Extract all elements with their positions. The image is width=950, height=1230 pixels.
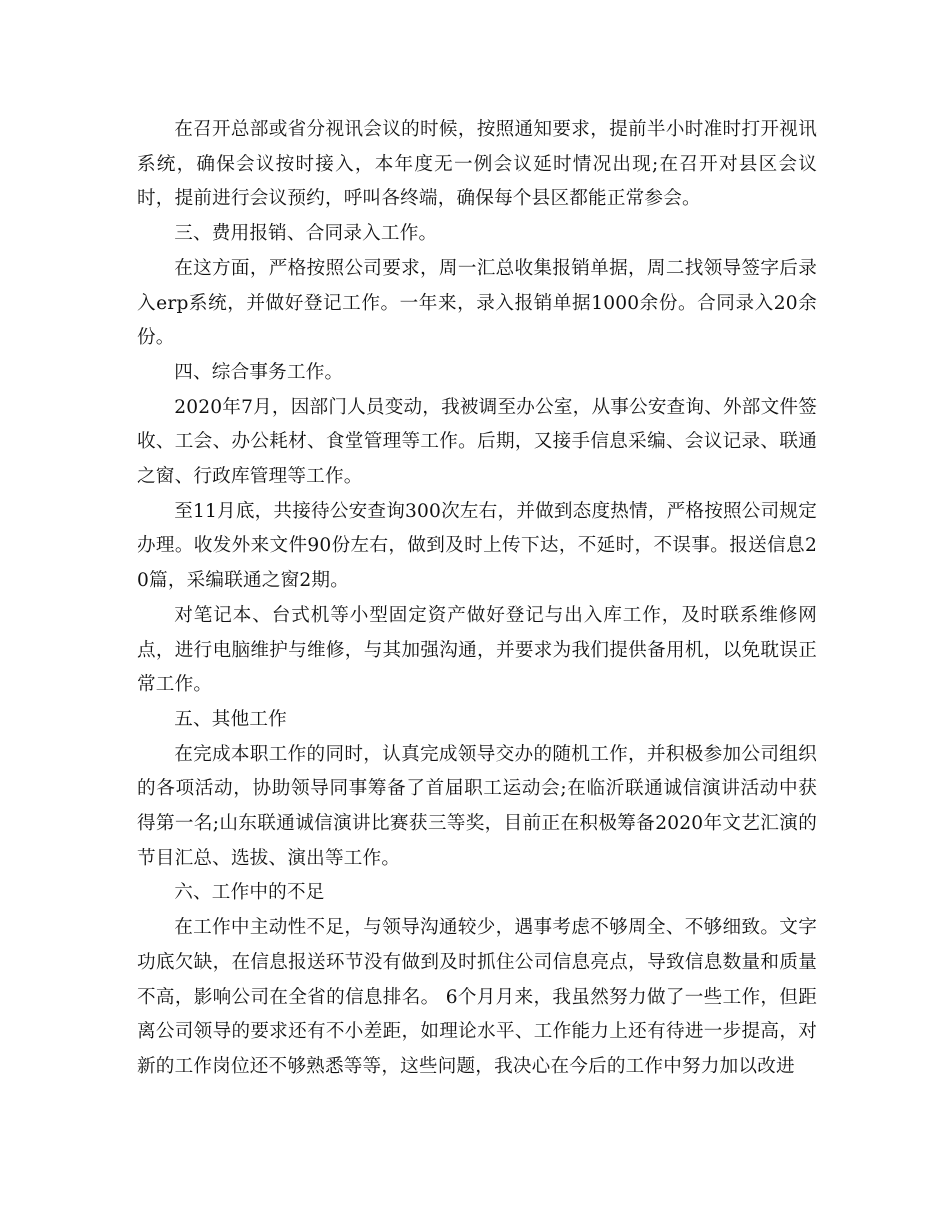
section-heading-other-work: 五、其他工作: [174, 708, 287, 730]
paragraph-other-work: 在完成本职工作的同时，认真完成领导交办的随机工作，并积极参加公司组织的各项活动，协助领导同事筹备了首届职工运动会;在临沂联通诚信演讲活动中获得第一名;山东联通诚信演讲比赛获三等奖，目前正在积极筹备2020年文艺汇演的节目汇总、选拔、演出等工作。: [137, 743, 817, 869]
paragraph-general-affairs-stats: 至11月底，共接待公安查询300次左右，并做到态度热情，严格按照公司规定办理。收发外来文件90份左右，做到及时上传下达，不延时，不误事。报送信息20篇，采编联通之窗2期。: [137, 500, 817, 592]
paragraph-shortcomings: 在工作中主动性不足，与领导沟通较少，遇事考虑不够周全、不够细致。文字功底欠缺，在信息报送环节没有做到及时抓住公司信息亮点，导致信息数量和质量不高，影响公司在全省的信息排名。 6个月月来，我虽然努力做了一些工作，但距离公司领导的要求还有不小差距，如理论水平、工作能力上还有待进一步提高，对新的工作岗位还不够熟悉等等，这些问题，我决心在今后的工作中努力加以改进: [137, 917, 817, 1077]
paragraph-video-conference: 在召开总部或省分视讯会议的时候，按照通知要求，提前半小时准时打开视讯系统，确保会议按时接入，本年度无一例会议延时情况出现;在召开对县区会议时，提前进行会议预约，呼叫各终端，确保每个县区都能正常参会。: [137, 119, 817, 210]
section-heading-shortcomings: 六、工作中的不足: [174, 882, 325, 904]
section-heading-general-affairs: 四、综合事务工作。: [174, 361, 344, 383]
paragraph-fixed-assets: 对笔记本、台式机等小型固定资产做好登记与出入库工作，及时联系维修网点，进行电脑维护与维修，与其加强沟通，并要求为我们提供备用机，以免耽误正常工作。: [137, 604, 817, 696]
section-heading-expense-contract: 三、费用报销、合同录入工作。: [174, 223, 438, 245]
paragraph-expense-contract: 在这方面，严格按照公司要求，周一汇总收集报销单据，周二找领导签字后录入erp系统，并做好登记工作。一年来，录入报销单据1000余份。合同录入20余份。: [137, 257, 817, 349]
paragraph-general-affairs-transfer: 2020年7月，因部门人员变动，我被调至办公室，从事公安查询、外部文件签收、工会、办公耗材、食堂管理等工作。后期，又接手信息采编、会议记录、联通之窗、行政库管理等工作。: [137, 396, 817, 488]
document-body: [137, 113, 817, 1085]
